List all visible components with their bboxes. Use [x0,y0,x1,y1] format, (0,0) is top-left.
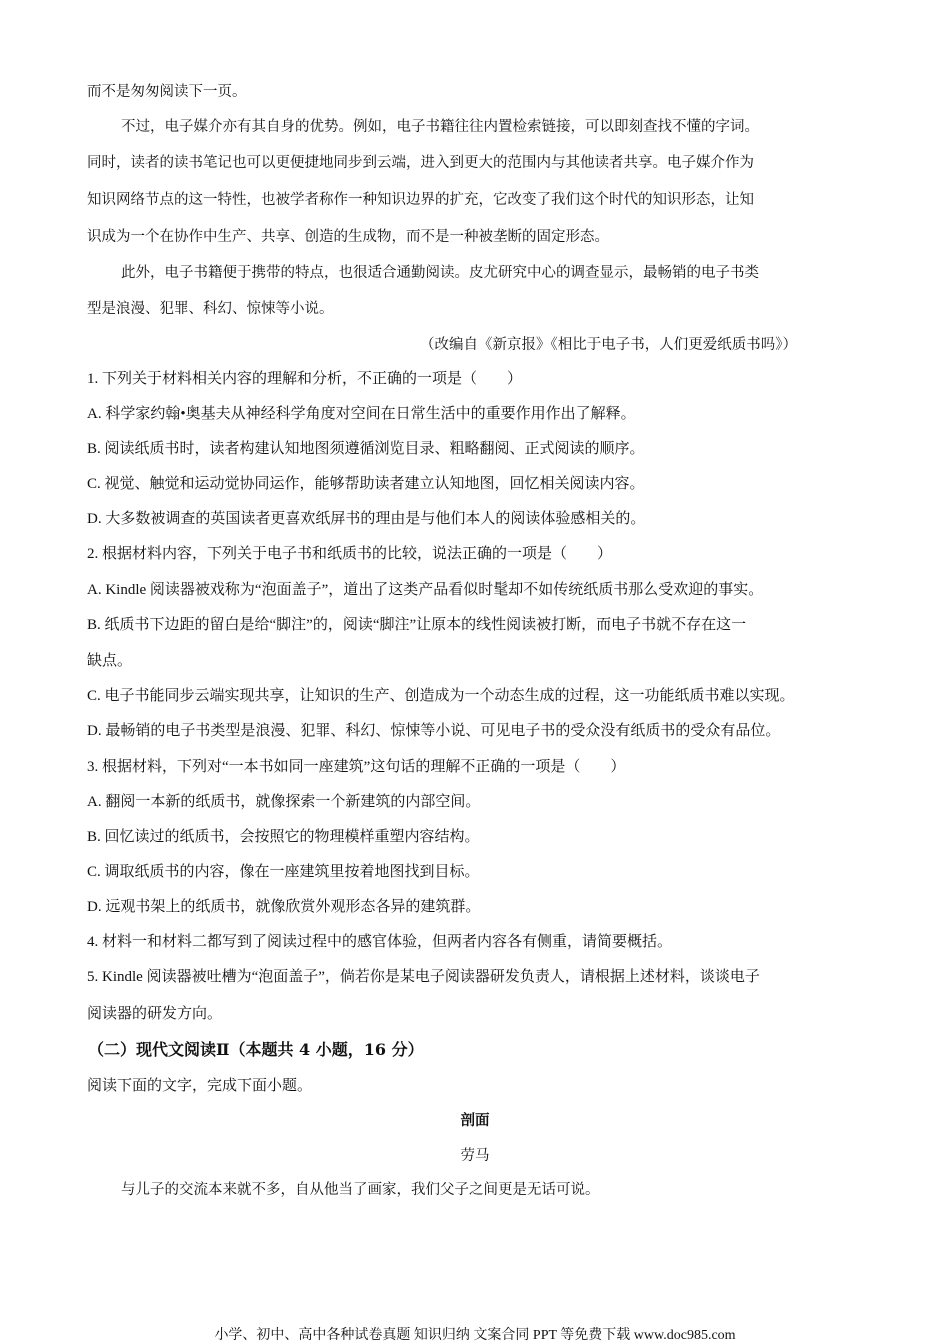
question-stem: 2. 根据材料内容，下列关于电子书和纸质书的比较，说法正确的一项是（ ） [87,546,613,562]
question-stem-cont: 阅读器的研发方向。 [87,1006,223,1022]
passage-line: 型是浪漫、犯罪、科幻、惊悚等小说。 [87,301,334,317]
question-option-cont: 缺点。 [87,653,133,669]
question-option: C. 调取纸质书的内容，像在一座建筑里按着地图找到目标。 [87,864,480,880]
passage-line: 知识网络节点的这一特性，也被学者称作一种知识边界的扩充，它改变了我们这个时代的知识形态，让知 [87,192,754,208]
section-instruction: 阅读下面的文字，完成下面小题。 [87,1078,313,1094]
question-option: D. 大多数被调查的英国读者更喜欢纸屏书的理由是与他们本人的阅读体验感相关的。 [87,511,646,527]
passage-line: 识成为一个在协作中生产、共享、创造的生成物，而不是一种被垄断的固定形态。 [87,229,609,245]
section-heading: （二）现代文阅读Ⅱ（本题共 4 小题，16 分） [88,1040,424,1059]
question-option: C. 视觉、触觉和运动觉协同运作，能够帮助读者建立认知地图，回忆相关阅读内容。 [87,476,645,492]
question-option: B. 阅读纸质书时，读者构建认知地图须遵循浏览目录、粗略翻阅、正式阅读的顺序。 [87,441,645,457]
question-option: A. 翻阅一本新的纸质书，就像探索一个新建筑的内部空间。 [87,794,481,810]
question-option: D. 最畅销的电子书类型是浪漫、犯罪、科幻、惊悚等小说、可见电子书的受众没有纸质书的受众有品位。 [87,723,781,739]
story-author: 劳马 [460,1148,490,1164]
passage-line: 不过，电子媒介亦有其自身的优势。例如，电子书籍往往内置检索链接，可以即刻查找不懂的字词。 [121,119,759,135]
question-stem: 5. Kindle 阅读器被吐槽为“泡面盖子”，倘若你是某电子阅读器研发负责人，请根据上述材料，谈谈电子 [87,969,760,985]
question-stem: 4. 材料一和材料二都写到了阅读过程中的感官体验，但两者内容各有侧重，请简要概括。 [87,934,673,950]
passage-line: 此外，电子书籍便于携带的特点，也很适合通勤阅读。皮尤研究中心的调查显示，最畅销的电子书类 [121,265,759,281]
passage-line: 而不是匆匆阅读下一页。 [87,84,247,100]
page-footer: 小学、初中、高中各种试卷真题 知识归纳 文案合同 PPT 等免费下载 www.doc985.com [214,1328,736,1343]
story-first-line: 与儿子的交流本来就不多，自从他当了画家，我们父子之间更是无话可说。 [121,1182,600,1198]
question-stem: 1. 下列关于材料相关内容的理解和分析，不正确的一项是（ ） [87,371,523,387]
story-title: 剖面 [460,1112,490,1129]
question-stem: 3. 根据材料，下列对“一本书如同一座建筑”这句话的理解不正确的一项是（ ） [87,759,626,775]
passage-line: 同时，读者的读书笔记也可以更便捷地同步到云端，进入到更大的范围内与其他读者共享。电子媒介作为 [87,155,754,171]
question-option: D. 远观书架上的纸质书，就像欣赏外观形态各异的建筑群。 [87,899,481,915]
passage-source: （改编自《新京报》《相比于电子书，人们更爱纸质书吗》） [420,337,797,353]
question-option: A. 科学家约翰•奥基夫从神经科学角度对空间在日常生活中的重要作用作出了解释。 [87,406,636,422]
question-option: B. 回忆读过的纸质书，会按照它的物理模样重塑内容结构。 [87,829,480,845]
question-option: B. 纸质书下边距的留白是给“脚注”的，阅读“脚注”让原本的线性阅读被打断，而电子书就不存在这一 [87,617,747,633]
question-option: C. 电子书能同步云端实现共享，让知识的生产、创造成为一个动态生成的过程，这一功能纸质书难以实现。 [87,688,795,704]
question-option: A. Kindle 阅读器被戏称为“泡面盖子”，道出了这类产品看似时髦却不如传统纸质书那么受欢迎的事实。 [87,582,764,598]
